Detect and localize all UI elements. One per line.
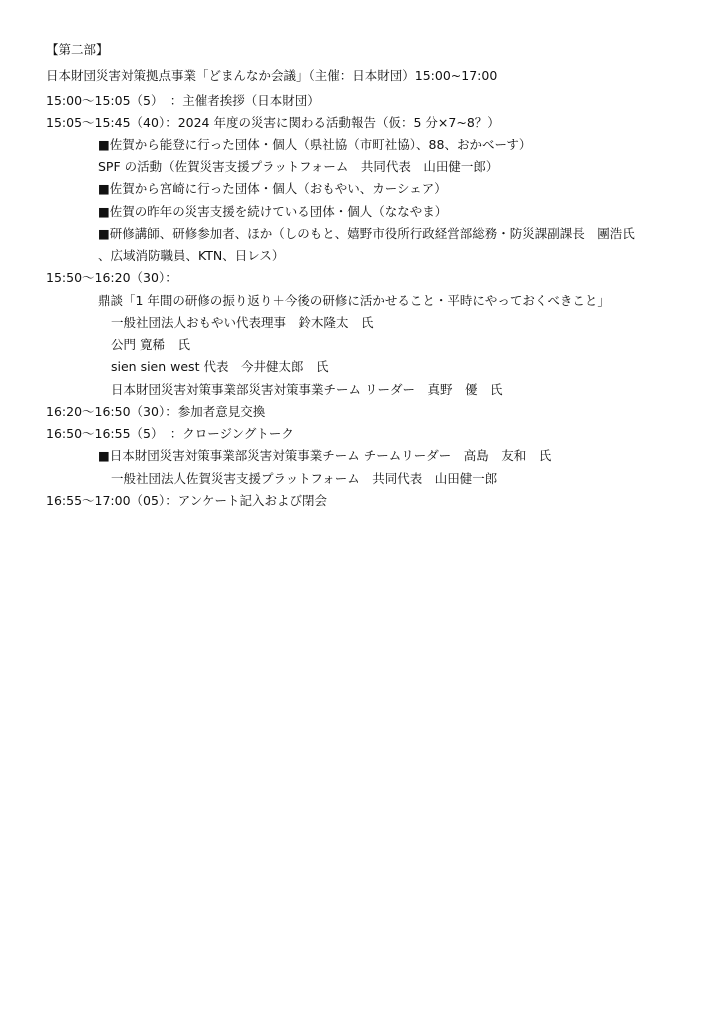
list-item: SPF の活動（佐賀災害支援プラットフォーム 共同代表 山田健一郎）	[98, 159, 499, 174]
schedule-item-exchange: 16:20～16:50（30）：参加者意見交換	[46, 404, 266, 419]
list-item: ■佐賀の昨年の災害支援を続けている団体・個人（ななやま）	[98, 204, 448, 219]
schedule-item-discussion: 15:50～16:20（30）：	[46, 270, 178, 285]
schedule-item-closing-talk: 16:50～16:55（5） ：クロージングトーク	[46, 426, 294, 441]
list-item-continuation: 、広域消防職員、KTN、日レス）	[98, 248, 285, 263]
list-item: ■佐賀から能登に行った団体・個人（県社協（市町社協）、88、おかべーす）	[98, 137, 532, 152]
section-header: 【第二部】	[46, 42, 109, 57]
discussion-title: 鼎談「1 年間の研修の振り返り＋今後の研修に活かせること・平時にやっておくべきこと」	[98, 293, 610, 308]
speaker-entry: 一般社団法人おもやい代表理事 鈴木隆太 氏	[111, 315, 374, 330]
schedule-item-survey-closing: 16:55～17:00（05）：アンケート記入および閉会	[46, 493, 327, 508]
speaker-entry: 一般社団法人佐賀災害支援プラットフォーム 共同代表 山田健一郎	[111, 471, 498, 486]
schedule-item-activity-report: 15:05～15:45（40）：2024 年度の災害に関わる活動報告（仮：5 分×7~8？）	[46, 115, 500, 130]
list-item: ■研修講師、研修参加者、ほか（しのもと、嬉野市役所行政経営部総務・防災課副課長 團浩氏	[98, 226, 635, 241]
speaker-entry: 日本財団災害対策事業部災害対策事業チーム リーダー 真野 優 氏	[111, 382, 503, 397]
speaker-entry: 公門 寛稀 氏	[111, 337, 190, 352]
event-line: 日本財団災害対策拠点事業「どまんなか会議」（主催：日本財団）15:00~17:00	[46, 68, 498, 83]
list-item: ■日本財団災害対策事業部災害対策事業チーム チームリーダー 高島 友和 氏	[98, 448, 552, 463]
speaker-entry: sien sien west 代表 今井健太郎 氏	[111, 359, 329, 374]
list-item: ■佐賀から宮崎に行った団体・個人（おもやい、カーシェア）	[98, 181, 447, 196]
schedule-item-opening: 15:00～15:05（5） ：主催者挨拶（日本財団）	[46, 93, 320, 108]
